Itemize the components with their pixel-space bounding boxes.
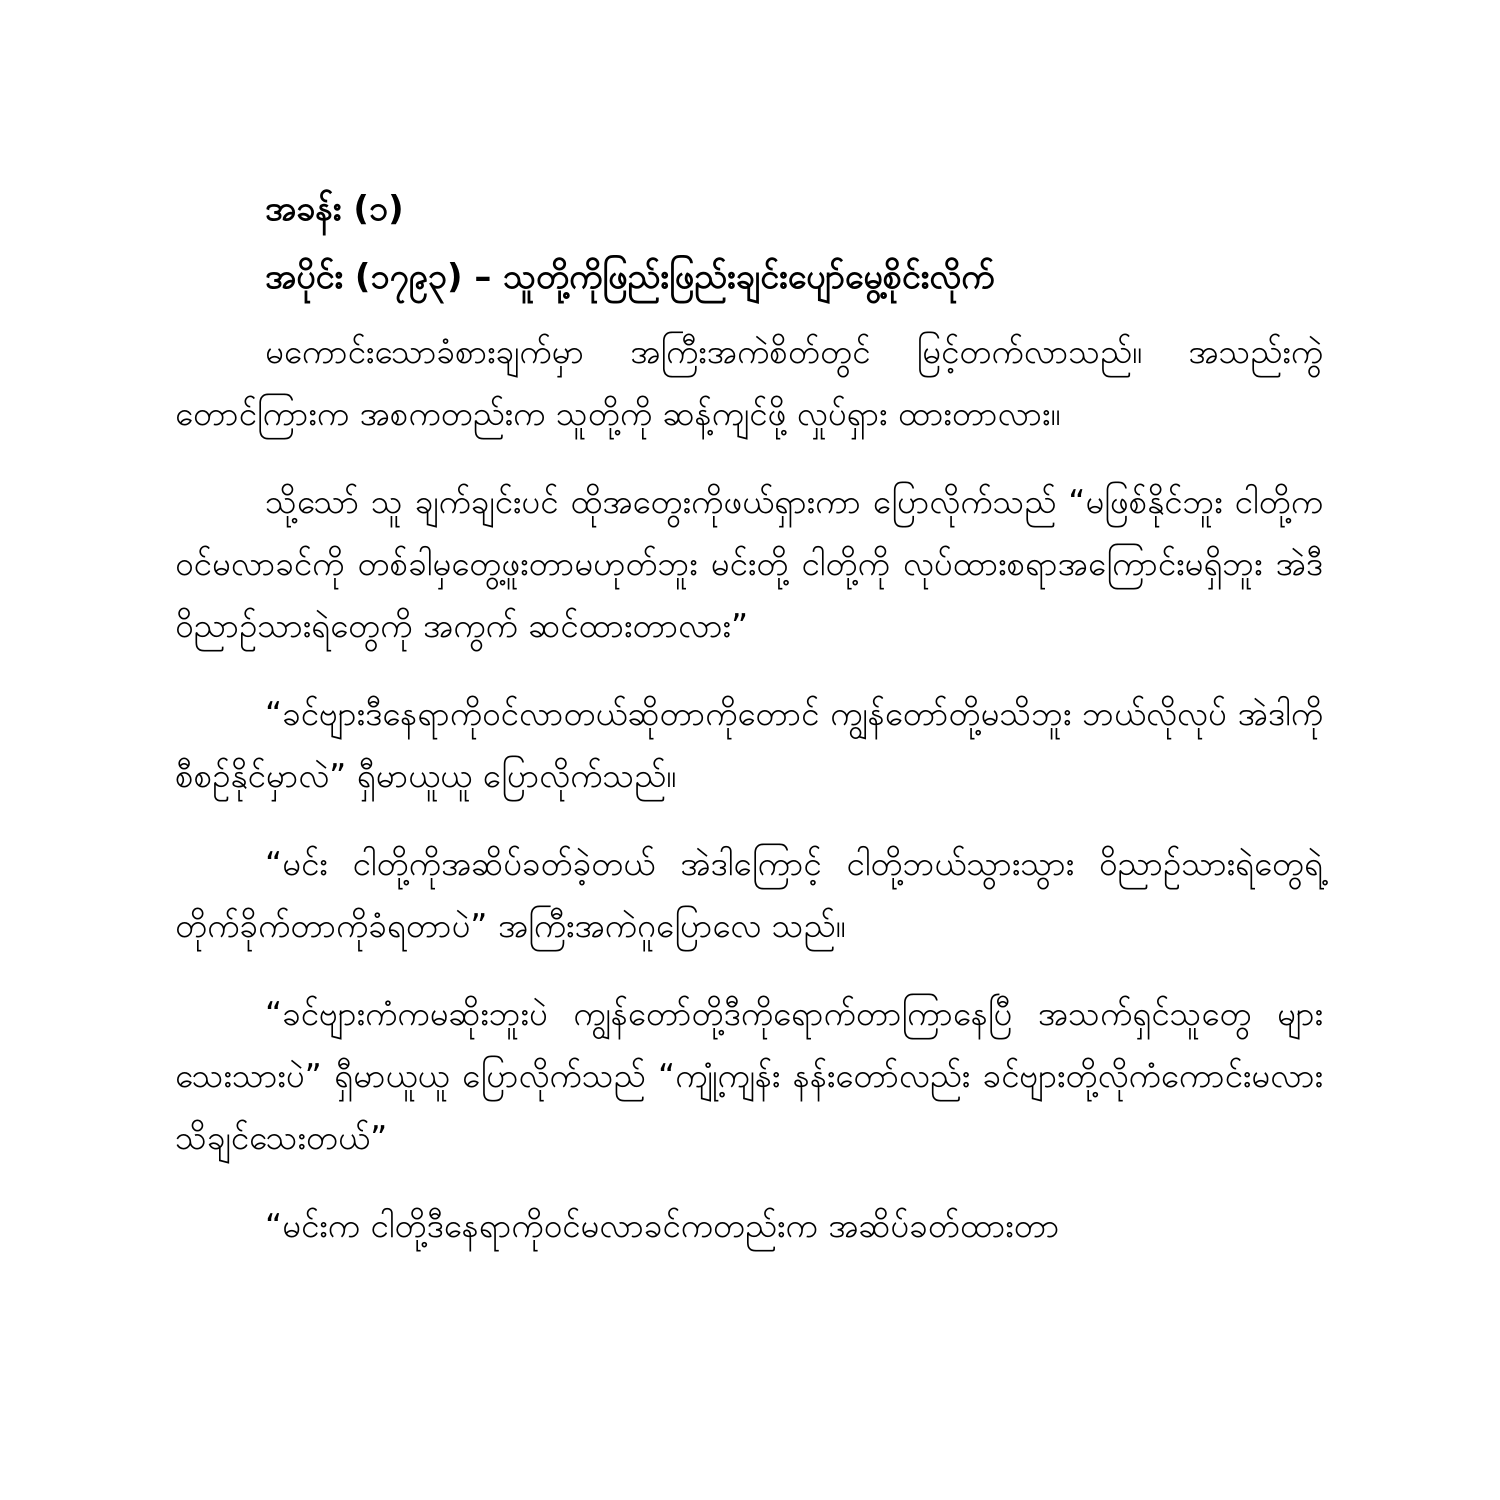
chapter-heading: အခန်း (၁) (265, 189, 404, 229)
paragraph-1: မကောင်းသောခံစားချက်မှာ အကြီးအကဲစိတ်တွင် မြင့်တက်လာသည်။ အသည်းကွဲတောင်ကြားက အစကတည်းက သူတို့ကို ဆန့်ကျင်ဖို့ လှုပ်ရှား ထားတာလား။ (175, 332, 1323, 433)
document-page (175, 185, 1323, 1283)
paragraph-4: “မင်း ငါတို့ကိုအဆိပ်ခတ်ခဲ့တယ် အဲဒါကြောင့် ငါတို့ဘယ်သွားသွား ဝိညာဉ်သားရဲတွေရဲ့ တိုက်ခိုက်တာကိုခံရတာပဲ” အကြီးအကဲဂူပြောလေ သည်။ (175, 844, 1323, 945)
paragraph-3: “ခင်ဗျားဒီနေရာကိုဝင်လာတယ်ဆိုတာကိုတောင် ကျွန်တော်တို့မသိဘူး ဘယ်လိုလုပ် အဲဒါကိုစီစဉ်နိုင်မှာလဲ” ရှီမာယူယူ ပြောလိုက်သည်။ (175, 694, 1323, 795)
paragraph-5: “ခင်ဗျားကံကမဆိုးဘူးပဲ ကျွန်တော်တို့ဒီကိုရောက်တာကြာနေပြီ အသက်ရှင်သူတွေ များသေးသားပဲ” ရှီမာယူယူ ပြောလိုက်သည် “ကျုံ့ကျန်း နန်းတော်လည်း ခင်ဗျားတို့လိုကံကောင်းမလားသိချင်သေးတယ်” (175, 994, 1323, 1157)
paragraph-2: သို့သော် သူ ချက်ချင်းပင် ထိုအတွေးကိုဖယ်ရှားကာ ပြောလိုက်သည် “မဖြစ်နိုင်ဘူး ငါတို့က ဝင်မလာခင်ကို တစ်ခါမှတွေ့ဖူးတာမဟုတ်ဘူး မင်းတို့ ငါတို့ကို လုပ်ထားစရာအကြောင်းမရှိဘူး အဲဒီဝိညာဉ်သားရဲတွေကို အကွက် ဆင်ထားတာလား” (175, 482, 1323, 645)
paragraph-6: “မင်းက ငါတို့ဒီနေရာကိုဝင်မလာခင်ကတည်းက အဆိပ်ခတ်ထားတာ (265, 1206, 1060, 1245)
section-heading: အပိုင်း (၁၇၉၃) – သူတို့ကိုဖြည်းဖြည်းချင်းပျော်မွေ့စိုင်းလိုက် (265, 257, 995, 297)
